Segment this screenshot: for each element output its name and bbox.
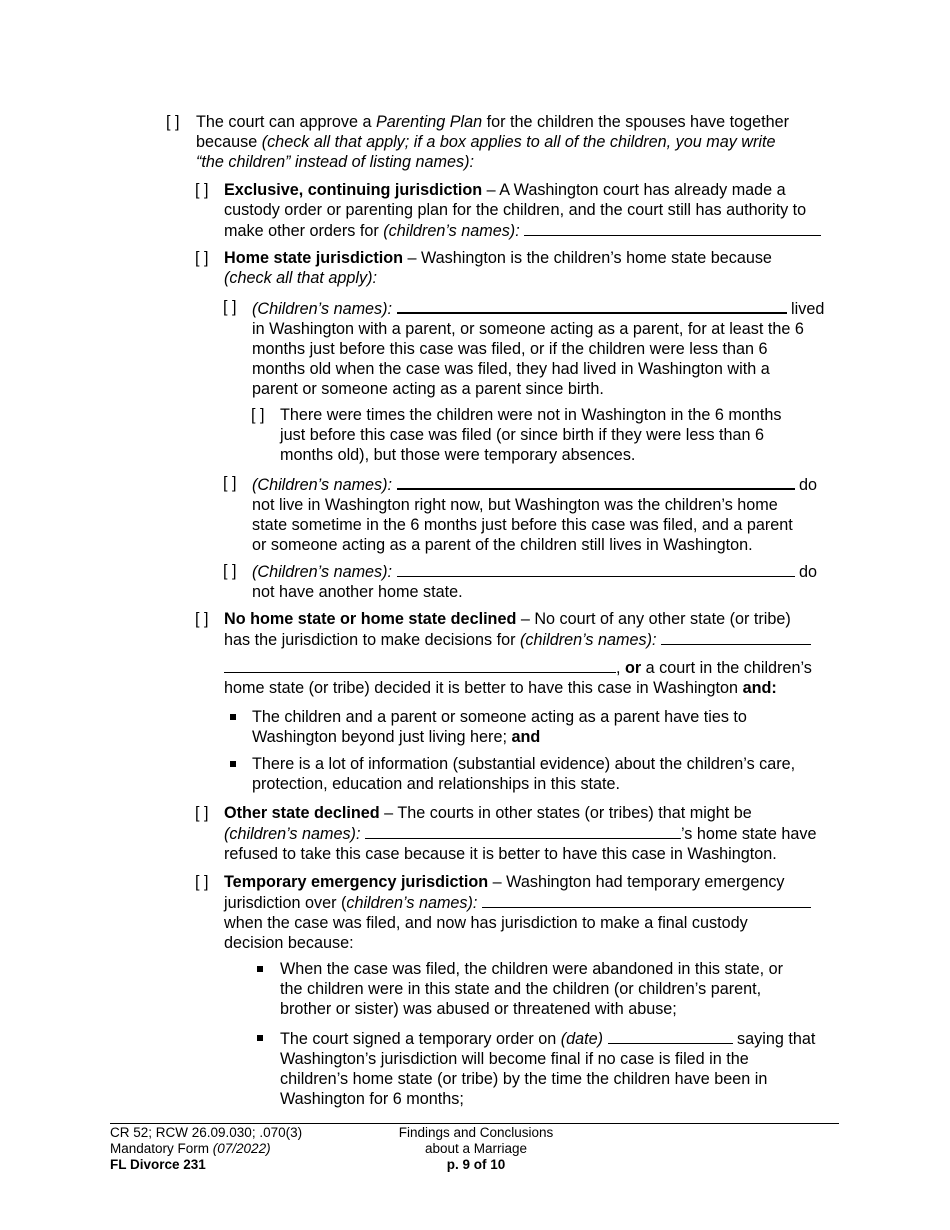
- bullet-icon: [257, 1035, 263, 1041]
- temporary-order-date-field[interactable]: [608, 1028, 733, 1044]
- checkbox-exclusive-jurisdiction[interactable]: [ ]: [195, 181, 209, 199]
- checkbox-parenting-plan[interactable]: [ ]: [166, 113, 180, 131]
- checkbox-other-state-declined[interactable]: [ ]: [195, 804, 209, 822]
- no-home-names-field-b[interactable]: [224, 657, 616, 673]
- other-state-names-field[interactable]: [365, 823, 681, 839]
- temporary-names-field[interactable]: [482, 892, 811, 908]
- checkbox-no-home-state[interactable]: [ ]: [195, 610, 209, 628]
- no-home-bullet-2: There is a lot of information (substantial evidence) about the children’s care, protection, education and relationships in this state.: [252, 755, 796, 793]
- home-state-names-field-2[interactable]: [397, 473, 795, 490]
- bullet-icon: [257, 966, 263, 972]
- no-home-names-field-a[interactable]: [661, 629, 811, 645]
- no-home-state-paragraph: No home state or home state declined – No court of any other state (or tribe) has the jurisdiction to make decisions for (children’s names):: [224, 609, 811, 650]
- footer-divider: [110, 1123, 839, 1124]
- checkbox-home-state-option-1[interactable]: [ ]: [223, 298, 237, 316]
- home-state-option-2: (Children’s names): do not live in Washington right now, but Washington was the children’s home state sometime in the 6 months just before this case was filed, and a parent or someone acting as a parent of the children still lives in Washington.: [252, 473, 817, 555]
- home-state-paragraph: Home state jurisdiction – Washington is the children’s home state because (check all that apply):: [224, 249, 772, 287]
- bullet-icon: [230, 761, 236, 767]
- checkbox-temporary-emergency[interactable]: [ ]: [195, 873, 209, 891]
- home-state-option-1: (Children’s names): lived in Washington with a parent, or someone acting as a parent, for at least the 6 months just before this case was filed, or if the children were less than 6 months old when the case was filed, they had lived in Washington with a parent or someone acting as a parent since birth.: [252, 297, 824, 399]
- temporary-bullet-1: When the case was filed, the children were abandoned in this state, or the children were in this state and the children (or children’s parent, brother or sister) was abused or threatened with abuse;: [280, 960, 784, 1018]
- no-home-bullet-1: The children and a parent or someone acting as a parent have ties to Washington beyond just living here; and: [252, 708, 747, 746]
- other-state-declined-paragraph: Other state declined – The courts in other states (or tribes) that might be (children’s names): ’s home state have refused to take this case because it is better to have this case in Washington.: [224, 804, 817, 863]
- temporary-bullet-2: The court signed a temporary order on (date) saying that Washington’s jurisdiction will become final if no case is filed in the children’s home state (or tribe) by the time the children have been in Washington for 6 months;: [280, 1030, 816, 1108]
- temporary-emergency-paragraph: Temporary emergency jurisdiction – Washington had temporary emergency jurisdiction over (children’s names): when the case was filed, and now has jurisdiction to make a final custody decision because:: [224, 872, 811, 953]
- checkbox-home-state-option-3[interactable]: [ ]: [223, 562, 237, 580]
- home-state-option-3: (Children’s names): do not have another home state.: [252, 563, 818, 601]
- checkbox-home-state-option-2[interactable]: [ ]: [223, 474, 237, 492]
- home-state-names-field-3[interactable]: [397, 561, 795, 577]
- bullet-icon: [230, 714, 236, 720]
- footer-left: CR 52; RCW 26.09.030; .070(3) Mandatory Form (07/2022) FL Divorce 231: [110, 1125, 303, 1172]
- checkbox-temporary-absences[interactable]: [ ]: [251, 406, 265, 424]
- no-home-state-continued: , or a court in the children’s home state (or tribe) decided it is better to have this case in Washington and:: [224, 659, 812, 697]
- exclusive-names-field[interactable]: [524, 220, 821, 236]
- temporary-absences-text: There were times the children were not in Washington in the 6 months just before this case was filed (or since birth if they were less than 6 months old), but those were temporary absences.: [280, 406, 782, 464]
- parenting-plan-paragraph: The court can approve a Parenting Plan for the children the spouses have together because (check all that apply; if a box applies to all of the children, you may write “the children” instead of listing names):: [196, 113, 790, 171]
- checkbox-home-state-jurisdiction[interactable]: [ ]: [195, 249, 209, 267]
- home-state-names-field-1[interactable]: [397, 297, 787, 314]
- exclusive-jurisdiction-paragraph: Exclusive, continuing jurisdiction – A Washington court has already made a custody order or parenting plan for the children, and the court still has authority to make other orders for (children’s names):: [224, 180, 821, 241]
- footer-center: Findings and Conclusions about a Marriage p. 9 of 10: [398, 1125, 554, 1172]
